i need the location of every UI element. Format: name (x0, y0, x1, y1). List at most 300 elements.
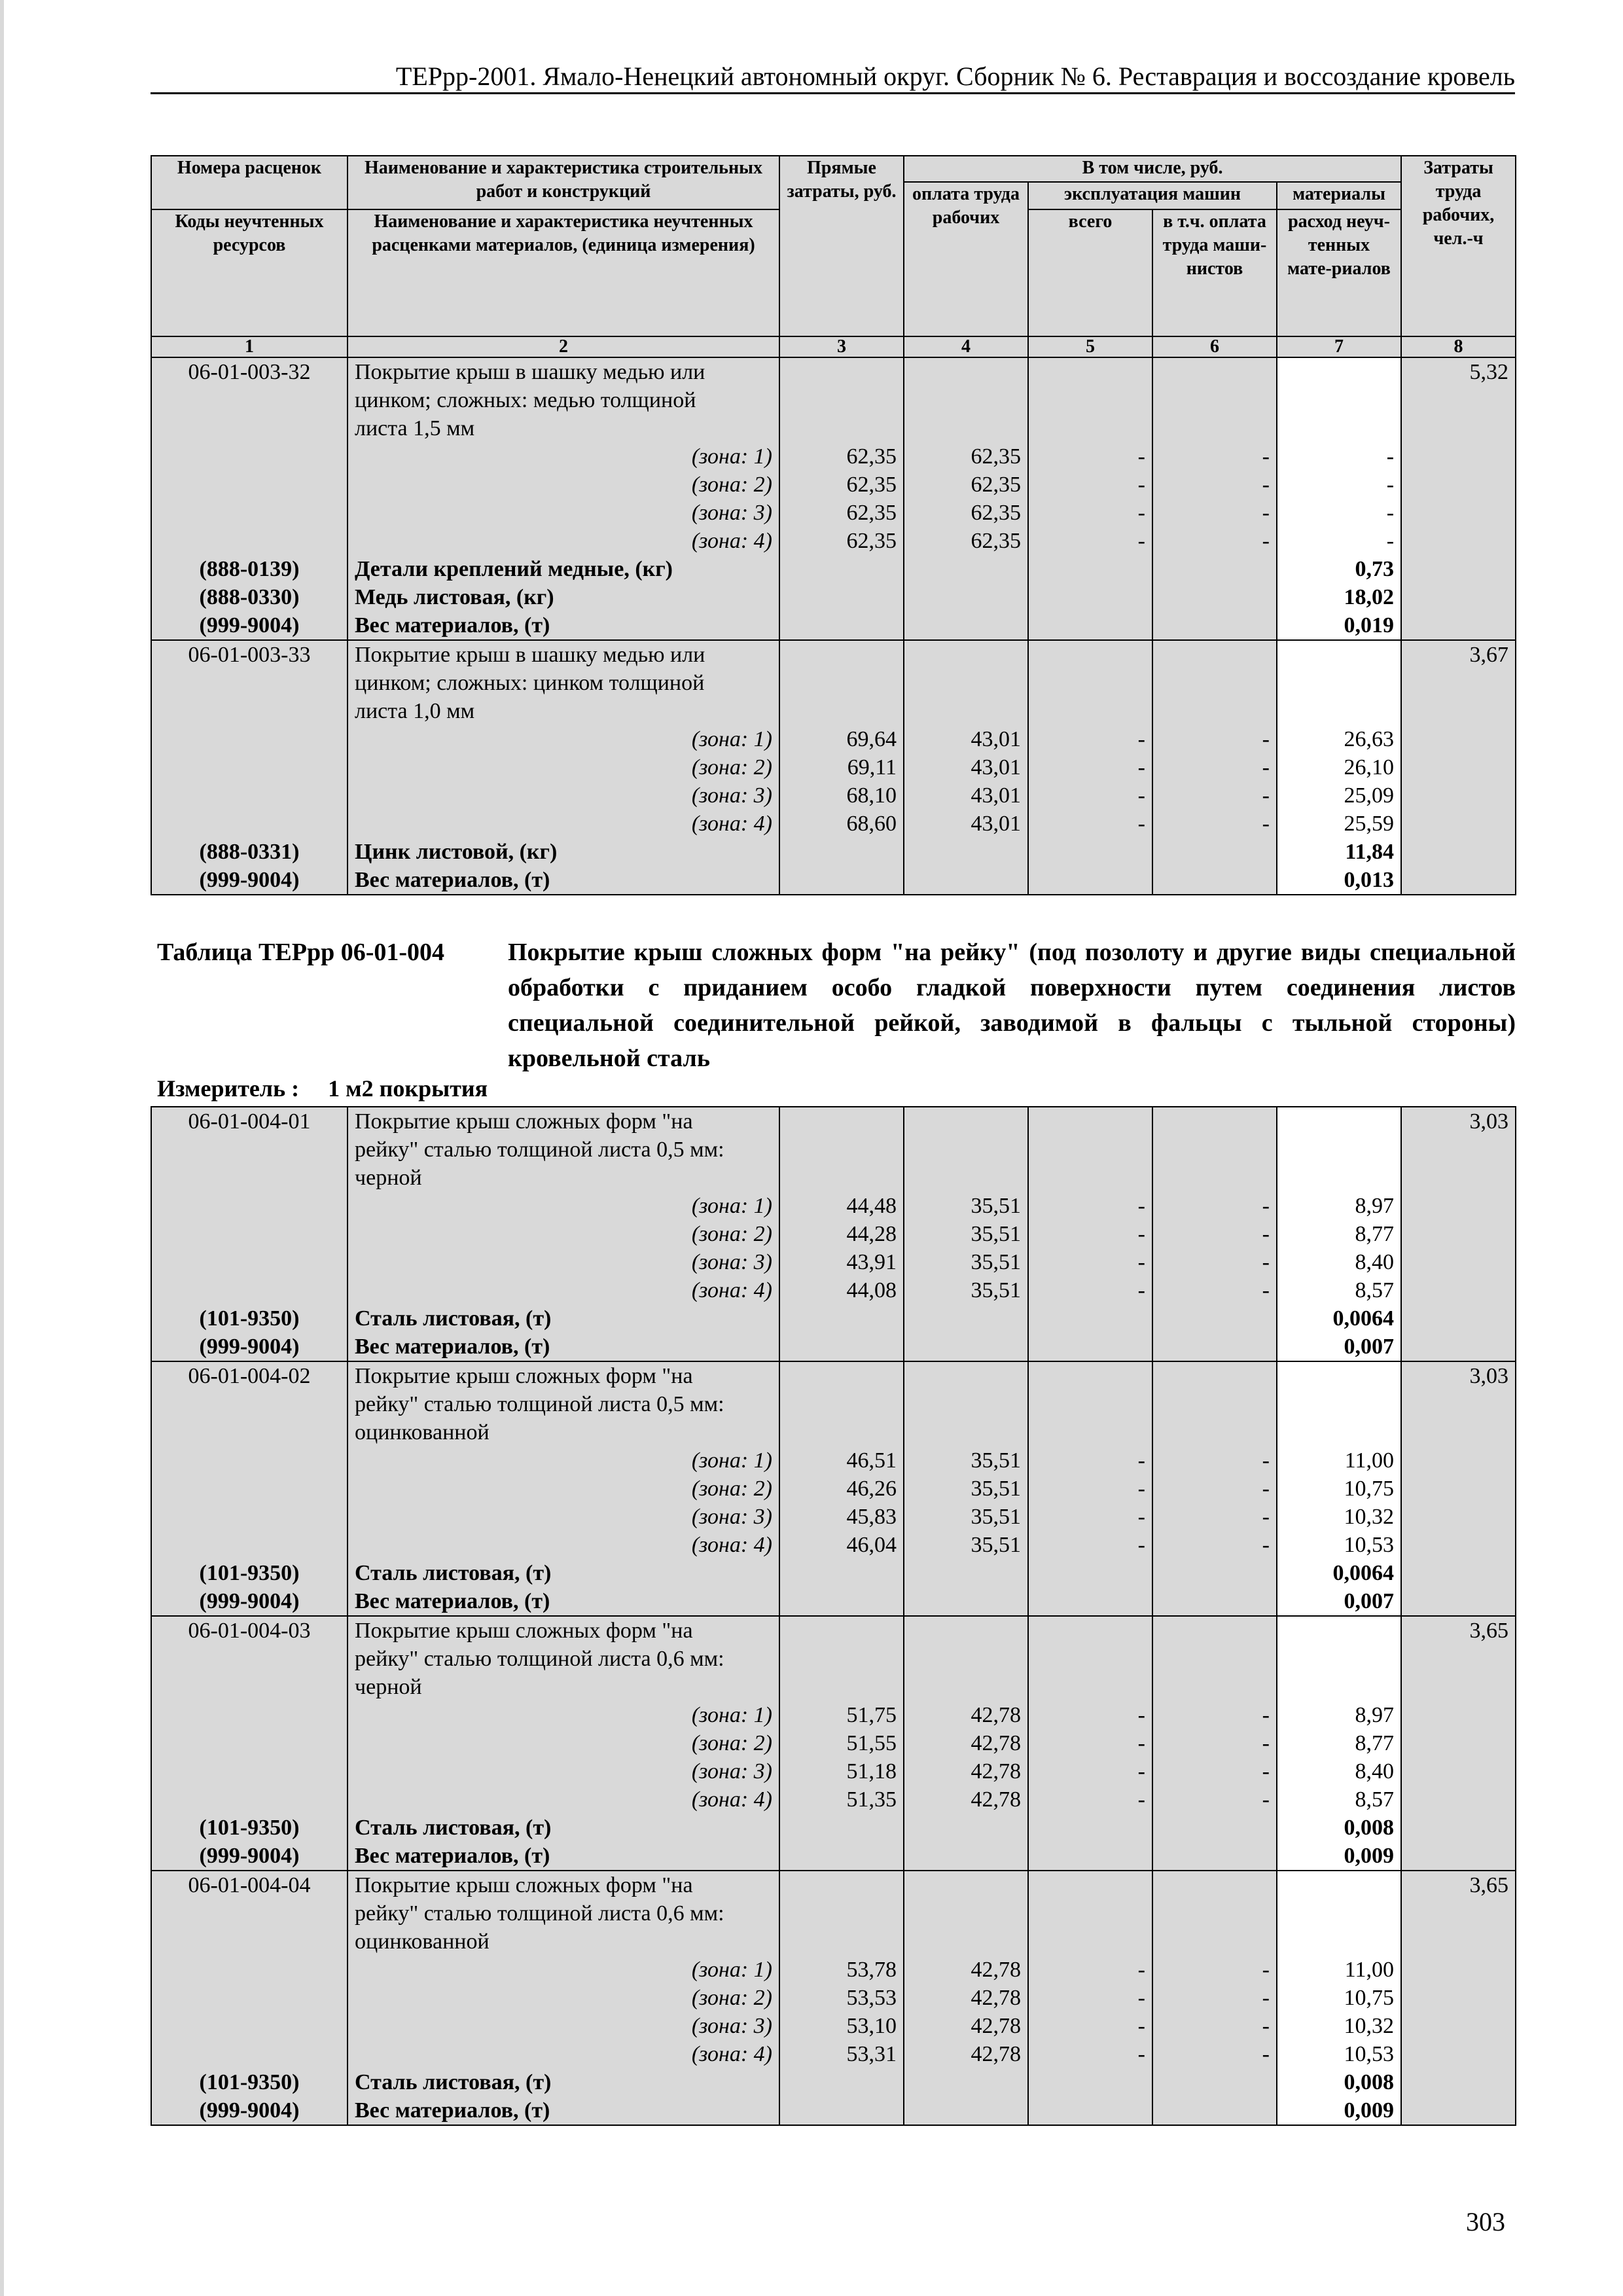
spacer (911, 1418, 1021, 1446)
spacer (158, 1928, 340, 1956)
machinist-pay: - (1262, 1958, 1270, 1982)
spacer (158, 471, 340, 499)
spacer (158, 1136, 340, 1164)
zone-label: (зона: 2) (691, 1986, 772, 2010)
rate-item-row (151, 357, 1516, 640)
spacer (1035, 1136, 1145, 1164)
machine-total: - (1137, 727, 1145, 751)
spacer (1035, 669, 1145, 697)
zone-label: (зона: 2) (691, 1222, 772, 1246)
resource-name: Медь листовая, (кг) (355, 585, 554, 609)
resource-code: (888-0331) (199, 840, 300, 864)
resource-name: Сталь листовая, (т) (355, 1561, 552, 1585)
materials-cost: 11,00 (1344, 1448, 1394, 1473)
machinist-pay: - (1262, 755, 1270, 780)
rate-description-cell (348, 1871, 779, 2125)
materials-cost: - (1386, 501, 1395, 525)
resource-name: Сталь листовая, (т) (355, 2070, 552, 2094)
rate-description-line: рейку" сталью толщиной листа 0,5 мм: (355, 1138, 724, 1162)
spacer (1035, 1928, 1145, 1956)
rate-item-row (151, 1871, 1516, 2125)
zone-label: (зона: 3) (691, 1250, 772, 1274)
spacer (158, 1475, 340, 1503)
labor-pay: 43,01 (971, 727, 1021, 751)
spacer (911, 358, 1021, 386)
spacer (1160, 1645, 1270, 1673)
spacer (158, 1531, 340, 1559)
materials-cost: - (1386, 473, 1395, 497)
machinist-pay: - (1262, 727, 1270, 751)
zone-label: (зона: 4) (691, 812, 772, 836)
spacer (158, 1673, 340, 1701)
labor-pay: 42,78 (971, 2014, 1021, 2038)
machine-total: - (1137, 1787, 1145, 1812)
labor-pay: 35,51 (971, 1194, 1021, 1218)
machine-total-cell (1028, 640, 1152, 895)
direct-cost: 44,08 (846, 1278, 897, 1302)
materials-cell (1277, 640, 1401, 895)
materials-cost: 10,75 (1344, 1986, 1394, 2010)
resource-name: Вес материалов, (т) (355, 1589, 550, 1613)
machine-total: - (1137, 1703, 1145, 1727)
resource-name: Детали креплений медные, (кг) (355, 557, 673, 581)
spacer (1035, 1673, 1145, 1701)
spacer (1160, 641, 1270, 669)
resource-name: Цинк листовой, (кг) (355, 840, 558, 864)
spacer (1035, 1871, 1145, 1899)
rate-description-line: черной (355, 1675, 422, 1699)
labor-cost: 3,67 (1469, 643, 1509, 667)
resource-name: Сталь листовая, (т) (355, 1306, 552, 1331)
spacer (1284, 1390, 1394, 1418)
machinist-pay-cell (1152, 1107, 1277, 1361)
direct-cost: 51,55 (846, 1731, 897, 1755)
direct-cost: 45,83 (846, 1505, 897, 1529)
resource-value: 0,007 (1344, 1335, 1394, 1359)
spacer (1160, 669, 1270, 697)
spacer (911, 1871, 1021, 1899)
resource-code: (999-9004) (199, 868, 300, 892)
machinist-pay: - (1262, 1986, 1270, 2010)
spacer (158, 1645, 340, 1673)
running-head: ТЕРрр-2001. Ямало-Ненецкий автономный округ. Сборник № 6. Реставрация и воссоздание кровель (395, 62, 1515, 91)
spacer (1284, 1673, 1394, 1701)
labor-pay-cell (904, 1871, 1028, 2125)
rate-description-line: Покрытие крыш в шашку медью или (355, 360, 705, 384)
direct-cost: 68,60 (846, 812, 897, 836)
spacer (1284, 1164, 1394, 1192)
spacer (158, 2040, 340, 2068)
rate-description-line: Покрытие крыш сложных форм "на (355, 1873, 693, 1897)
spacer (1284, 1418, 1394, 1446)
spacer (1035, 1899, 1145, 1928)
header-machine-operation: эксплуатация машин (1028, 182, 1277, 209)
spacer (1035, 1107, 1145, 1136)
spacer (158, 1192, 340, 1220)
machinist-pay-cell (1152, 1616, 1277, 1871)
resource-name: Сталь листовая, (т) (355, 1816, 552, 1840)
header-including: В том числе, руб. (904, 156, 1401, 182)
section-label: Таблица ТЕРрр 06-01-004 (157, 939, 445, 966)
resource-code: (101-9350) (199, 1561, 300, 1585)
direct-cost: 53,78 (846, 1958, 897, 1982)
zone-label: (зона: 2) (691, 1731, 772, 1755)
resource-code: (101-9350) (199, 1816, 300, 1840)
spacer (158, 1785, 340, 1814)
machine-total: - (1137, 1222, 1145, 1246)
machine-total: - (1137, 1278, 1145, 1302)
column-number: 7 (1277, 336, 1401, 357)
resource-name: Вес материалов, (т) (355, 1335, 550, 1359)
column-number: 8 (1401, 336, 1516, 357)
rate-code-cell (151, 640, 348, 895)
rate-description-cell (348, 1107, 779, 1361)
spacer (1035, 641, 1145, 669)
spacer (158, 2012, 340, 2040)
resource-value: 0,019 (1344, 613, 1395, 637)
spacer (787, 386, 897, 414)
machinist-pay: - (1262, 1731, 1270, 1755)
direct-cost: 51,18 (846, 1759, 897, 1784)
spacer (1160, 414, 1270, 442)
direct-cost: 51,35 (846, 1787, 897, 1812)
spacer (1284, 358, 1394, 386)
machine-total-cell (1028, 1616, 1152, 1871)
resource-value: 0,008 (1344, 2070, 1394, 2094)
spacer (787, 1928, 897, 1956)
rate-item-row (151, 1616, 1516, 1871)
direct-cost-cell (779, 640, 904, 895)
header-machinist-pay: в т.ч. оплата труда маши-нистов (1152, 209, 1277, 336)
labor-pay: 35,51 (971, 1448, 1021, 1473)
column-number: 5 (1028, 336, 1152, 357)
machine-total-cell (1028, 1107, 1152, 1361)
column-number: 6 (1152, 336, 1277, 357)
machinist-pay: - (1262, 1194, 1270, 1218)
spacer (158, 1164, 340, 1192)
zone-label: (зона: 1) (691, 1703, 772, 1727)
rate-code: 06-01-004-01 (188, 1109, 311, 1134)
direct-cost: 44,48 (846, 1194, 897, 1218)
spacer (158, 697, 340, 725)
labor-pay: 62,35 (971, 529, 1021, 553)
zone-label: (зона: 4) (691, 2042, 772, 2066)
machine-total: - (1137, 812, 1145, 836)
rate-description-line: рейку" сталью толщиной листа 0,6 мм: (355, 1901, 724, 1926)
labor-cost: 3,03 (1469, 1109, 1508, 1134)
spacer (158, 1503, 340, 1531)
materials-cost: - (1386, 529, 1395, 553)
labor-pay: 42,78 (971, 2042, 1021, 2066)
machine-total: - (1137, 444, 1145, 469)
spacer (911, 1136, 1021, 1164)
spacer (1284, 641, 1394, 669)
materials-cell (1277, 1107, 1401, 1361)
direct-cost-cell (779, 1107, 904, 1361)
direct-cost-cell (779, 1871, 904, 2125)
rate-description-line: рейку" сталью толщиной листа 0,6 мм: (355, 1647, 724, 1671)
resource-value: 0,73 (1355, 557, 1395, 581)
machinist-pay: - (1262, 1250, 1270, 1274)
direct-cost: 69,64 (846, 727, 897, 751)
spacer (1284, 386, 1394, 414)
materials-cell (1277, 1871, 1401, 2125)
spacer (158, 1899, 340, 1928)
machinist-pay: - (1262, 1759, 1270, 1784)
spacer (911, 1390, 1021, 1418)
materials-cost: 8,77 (1355, 1222, 1394, 1246)
spacer (158, 1729, 340, 1757)
rate-code-cell (151, 1361, 348, 1616)
spacer (787, 1418, 897, 1446)
materials-cost: 10,75 (1344, 1477, 1394, 1501)
zone-label: (зона: 3) (691, 2014, 772, 2038)
spacer (158, 1956, 340, 1984)
spacer (911, 1362, 1021, 1390)
materials-cost: 10,53 (1344, 1533, 1394, 1557)
labor-pay-cell (904, 1361, 1028, 1616)
direct-cost: 62,35 (846, 473, 897, 497)
rate-code: 06-01-003-32 (188, 360, 311, 384)
rate-item-row (151, 640, 1516, 895)
rate-code: 06-01-003-33 (188, 643, 311, 667)
zone-label: (зона: 3) (691, 783, 772, 808)
materials-cost: 8,77 (1355, 1731, 1394, 1755)
machine-total: - (1137, 1250, 1145, 1274)
spacer (1284, 1107, 1394, 1136)
spacer (1284, 697, 1394, 725)
rate-item-row (151, 1107, 1516, 1361)
spacer (1160, 1928, 1270, 1956)
spacer (1035, 414, 1145, 442)
direct-cost: 53,31 (846, 2042, 897, 2066)
labor-pay-cell (904, 1616, 1028, 1871)
spacer (1160, 1673, 1270, 1701)
labor-pay: 35,51 (971, 1222, 1021, 1246)
spacer (911, 1617, 1021, 1645)
direct-cost: 62,35 (846, 501, 897, 525)
labor-pay: 42,78 (971, 1731, 1021, 1755)
machinist-pay: - (1262, 1477, 1270, 1501)
spacer (787, 1899, 897, 1928)
zone-label: (зона: 3) (691, 1759, 772, 1784)
header-rate-numbers: Номера расценок (151, 156, 348, 209)
resource-code: (999-9004) (199, 1335, 300, 1359)
labor-cost-cell (1401, 640, 1516, 895)
zone-label: (зона: 4) (691, 1533, 772, 1557)
spacer (787, 1673, 897, 1701)
materials-cost: 8,57 (1355, 1278, 1394, 1302)
rate-code-cell (151, 1107, 348, 1361)
labor-cost: 3,03 (1469, 1364, 1508, 1388)
spacer (1035, 1390, 1145, 1418)
materials-cost: 10,32 (1344, 2014, 1394, 2038)
labor-pay: 42,78 (971, 1703, 1021, 1727)
materials-cost: 8,40 (1355, 1250, 1394, 1274)
spacer (1284, 1617, 1394, 1645)
spacer (911, 697, 1021, 725)
direct-cost-cell (779, 1361, 904, 1616)
materials-cost: 11,00 (1344, 1958, 1394, 1982)
spacer (911, 669, 1021, 697)
materials-cost: 25,59 (1344, 812, 1395, 836)
rate-description-cell (348, 357, 779, 640)
zone-label: (зона: 1) (691, 1958, 772, 1982)
rates-table-06-01-004 (151, 1106, 1516, 2126)
zone-label: (зона: 4) (691, 1787, 772, 1812)
rate-code: 06-01-004-02 (188, 1364, 311, 1388)
spacer (1035, 386, 1145, 414)
spacer (787, 669, 897, 697)
spacer (1284, 1645, 1394, 1673)
labor-pay: 42,78 (971, 1787, 1021, 1812)
materials-cost: 10,53 (1344, 2042, 1394, 2066)
resource-code: (999-9004) (199, 2098, 300, 2123)
labor-pay: 43,01 (971, 755, 1021, 780)
spacer (911, 1107, 1021, 1136)
rate-description-line: Покрытие крыш сложных форм "на (355, 1364, 693, 1388)
labor-pay: 42,78 (971, 1759, 1021, 1784)
column-number: 1 (151, 336, 348, 357)
labor-cost-cell (1401, 357, 1516, 640)
machinist-pay: - (1262, 783, 1270, 808)
header-direct-costs: Прямые затраты, руб. (779, 156, 904, 336)
rate-description-line: оцинкованной (355, 1929, 490, 1954)
spacer (158, 499, 340, 527)
machine-total: - (1137, 755, 1145, 780)
machinist-pay: - (1262, 1787, 1270, 1812)
column-number: 2 (348, 336, 779, 357)
spacer (911, 1673, 1021, 1701)
spacer (158, 725, 340, 753)
meter-label: Измеритель : (157, 1075, 300, 1102)
spacer (1284, 1871, 1394, 1899)
resource-code: (888-0330) (199, 585, 300, 609)
rate-code: 06-01-004-03 (188, 1619, 311, 1643)
machinist-pay: - (1262, 812, 1270, 836)
header-labor-costs: Затраты труда рабочих, чел.-ч (1401, 156, 1516, 336)
spacer (1160, 697, 1270, 725)
machine-total: - (1137, 1986, 1145, 2010)
spacer (158, 527, 340, 555)
spacer (787, 1107, 897, 1136)
machinist-pay: - (1262, 1448, 1270, 1473)
table-body (151, 1107, 1516, 2125)
direct-cost: 46,04 (846, 1533, 897, 1557)
spacer (1035, 1164, 1145, 1192)
spacer (1160, 1418, 1270, 1446)
labor-pay: 35,51 (971, 1533, 1021, 1557)
spacer (158, 753, 340, 781)
spacer (158, 810, 340, 838)
labor-pay: 35,51 (971, 1250, 1021, 1274)
machine-total: - (1137, 473, 1145, 497)
spacer (1035, 358, 1145, 386)
labor-cost: 3,65 (1469, 1873, 1508, 1897)
resource-code: (101-9350) (199, 1306, 300, 1331)
resource-value: 0,0064 (1332, 1306, 1394, 1331)
spacer (158, 386, 340, 414)
direct-cost: 46,26 (846, 1477, 897, 1501)
machine-total: - (1137, 783, 1145, 808)
resource-name: Вес материалов, (т) (355, 868, 550, 892)
spacer (787, 358, 897, 386)
machine-total: - (1137, 1448, 1145, 1473)
machinist-pay: - (1262, 1278, 1270, 1302)
spacer (1160, 1617, 1270, 1645)
machinist-pay: - (1262, 1533, 1270, 1557)
direct-cost: 53,10 (846, 2014, 897, 2038)
materials-cost: 8,57 (1355, 1787, 1394, 1812)
spacer (1035, 1418, 1145, 1446)
spacer (787, 1136, 897, 1164)
page-number: 303 (1466, 2207, 1505, 2236)
resource-name: Вес материалов, (т) (355, 613, 550, 637)
rate-code-cell (151, 1616, 348, 1871)
resource-code: (101-9350) (199, 2070, 300, 2094)
resource-code: (999-9004) (199, 1589, 300, 1613)
machinist-pay: - (1262, 1505, 1270, 1529)
rate-description-cell (348, 640, 779, 895)
labor-pay: 42,78 (971, 1958, 1021, 1982)
meter-line (157, 1073, 488, 1103)
materials-cost: 26,10 (1344, 755, 1395, 780)
machinist-pay: - (1262, 444, 1270, 469)
machine-total: - (1137, 529, 1145, 553)
machinist-pay: - (1262, 1222, 1270, 1246)
spacer (911, 641, 1021, 669)
rate-description-line: оцинкованной (355, 1420, 490, 1444)
machinist-pay: - (1262, 529, 1270, 553)
machine-total: - (1137, 1731, 1145, 1755)
rate-description-line: цинком; сложных: медью толщиной (355, 388, 696, 412)
meter-value: 1 м2 покрытия (328, 1075, 488, 1102)
header-materials: материалы (1277, 182, 1401, 209)
spacer (911, 1164, 1021, 1192)
zone-label: (зона: 3) (691, 501, 772, 525)
labor-pay: 35,51 (971, 1505, 1021, 1529)
machine-total: - (1137, 1958, 1145, 1982)
labor-pay-cell (904, 1107, 1028, 1361)
spacer (787, 1390, 897, 1418)
table-header (151, 156, 1516, 357)
spacer (911, 414, 1021, 442)
spacer (787, 1871, 897, 1899)
machine-total: - (1137, 1533, 1145, 1557)
header-work-name: Наименование и характеристика строительных работ и конструкций (348, 156, 779, 209)
labor-cost: 3,65 (1469, 1619, 1508, 1643)
spacer (158, 669, 340, 697)
rate-code-cell (151, 357, 348, 640)
spacer (911, 1899, 1021, 1928)
materials-cost: 8,97 (1355, 1703, 1394, 1727)
labor-pay: 42,78 (971, 1986, 1021, 2010)
column-number: 3 (779, 336, 904, 357)
spacer (1284, 1136, 1394, 1164)
labor-cost-cell (1401, 1361, 1516, 1616)
spacer (1160, 1390, 1270, 1418)
labor-pay: 62,35 (971, 501, 1021, 525)
spacer (787, 1164, 897, 1192)
spacer (787, 1617, 897, 1645)
resource-value: 0,0064 (1332, 1561, 1394, 1585)
zone-label: (зона: 1) (691, 1194, 772, 1218)
machinist-pay-cell (1152, 357, 1277, 640)
materials-cell (1277, 357, 1401, 640)
rate-description-line: листа 1,5 мм (355, 416, 475, 440)
machinist-pay: - (1262, 501, 1270, 525)
rate-code-cell (151, 1871, 348, 2125)
